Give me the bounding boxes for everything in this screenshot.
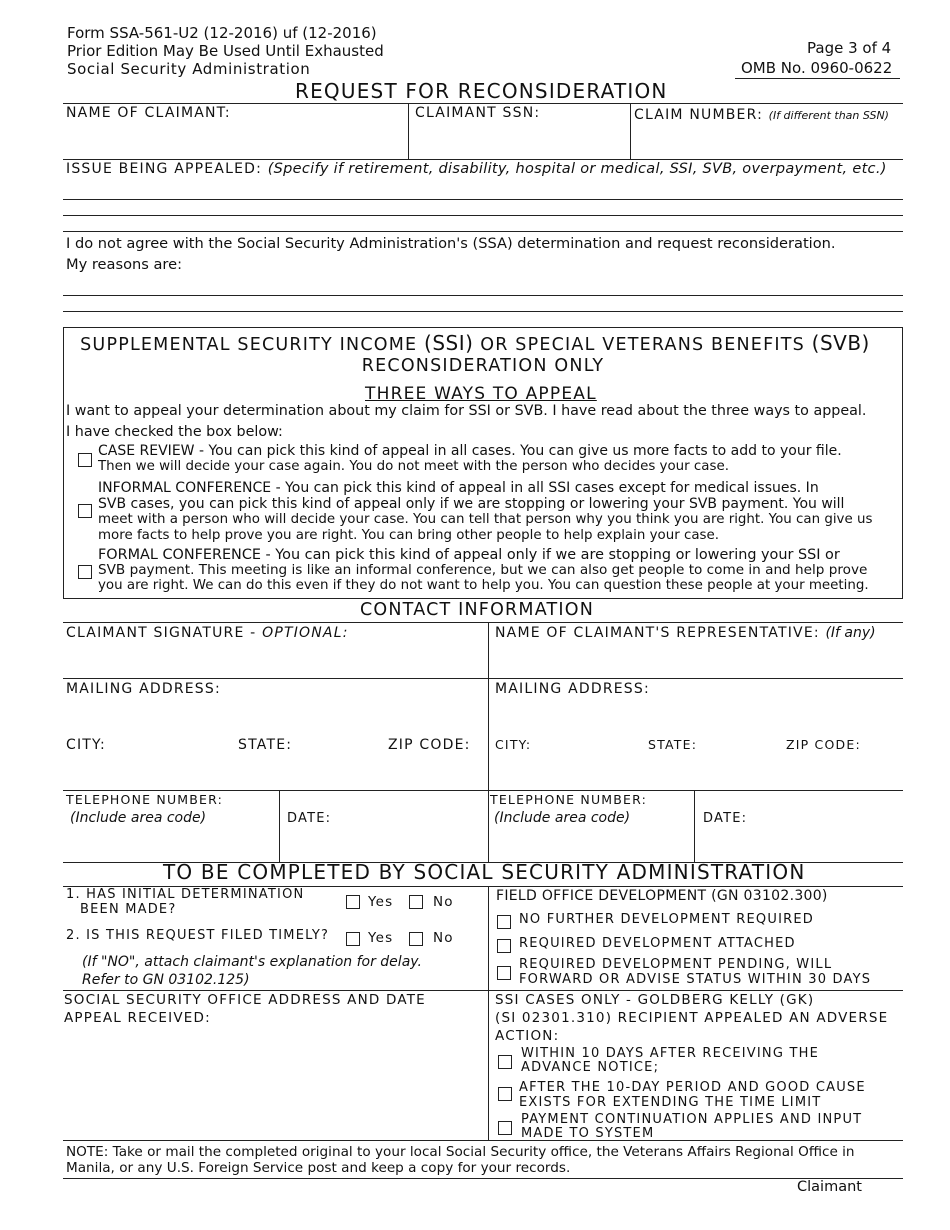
three-ways-heading: THREE WAYS TO APPEAL (365, 384, 597, 404)
claimant-signature-field[interactable] (66, 642, 484, 676)
reasons-line-1[interactable] (63, 295, 903, 296)
signature-label: CLAIMANT SIGNATURE - OPTIONAL: (66, 625, 349, 641)
rep-date-field[interactable] (748, 808, 900, 858)
rep-telephone-label: TELEPHONE NUMBER: (490, 792, 648, 807)
reasons-line-2[interactable] (63, 311, 903, 312)
gk-within-10-days-label: WITHIN 10 DAYS AFTER RECEIVING THE ADVANCE NOTICE; (521, 1046, 819, 1075)
claim-number-field[interactable] (634, 123, 900, 157)
rep-area-code-note: (Include area code) (494, 810, 631, 826)
gk-good-cause-checkbox[interactable] (498, 1087, 512, 1101)
claimant-name-label: NAME OF CLAIMANT: (66, 105, 231, 121)
rep-city-label: CITY: (495, 737, 532, 752)
claimant-telephone-field[interactable] (66, 830, 276, 860)
initial-determination-no-label: No (433, 894, 454, 910)
filed-timely-yes-label: Yes (368, 930, 394, 946)
claimant-date-field[interactable] (330, 808, 484, 858)
development-attached-checkbox[interactable] (497, 939, 511, 953)
issue-line-2[interactable] (63, 215, 903, 216)
reasons-label: My reasons are: (66, 256, 183, 273)
issue-label: ISSUE BEING APPEALED: (Specify if retirement, disability, hospital or medical, SSI, SVB, overpayment, etc.) (66, 161, 887, 177)
date-label: DATE: (287, 811, 332, 826)
gk-payment-continuation-label: PAYMENT CONTINUATION APPLIES AND INPUT MADE TO SYSTEM (521, 1112, 863, 1141)
office-address-label: SOCIAL SECURITY OFFICE ADDRESS AND DATE APPEAL RECEIVED: (64, 992, 426, 1026)
initial-determination-question: 1. HAS INITIAL DETERMINATION BEEN MADE? (66, 887, 305, 917)
gk-good-cause-label: AFTER THE 10-DAY PERIOD AND GOOD CAUSE EXISTS FOR EXTENDING THE TIME LIMIT (519, 1080, 866, 1110)
case-review-checkbox[interactable] (78, 453, 92, 467)
formal-conference-text: FORMAL CONFERENCE - You can pick this kind of appeal only if we are stopping or lowering your SSI or SVB payment. This meeting is like an informal conference, but we can also get people to come in and help prove you are right. We can do this even if they do not want to help you. You can question these people at your meeting. (98, 547, 869, 593)
no-further-development-checkbox[interactable] (497, 915, 511, 929)
copy-label: Claimant (797, 1179, 862, 1195)
disagree-statement: I do not agree with the Social Security Administration's (SSA) determination and request reconsideration. (66, 235, 836, 252)
contact-heading: CONTACT INFORMATION (360, 600, 595, 620)
page-title: REQUEST FOR RECONSIDERATION (295, 79, 668, 103)
initial-determination-yes-checkbox[interactable] (346, 895, 360, 909)
page-number: Page 3 of 4 (807, 39, 892, 57)
filed-timely-no-label: No (433, 930, 454, 946)
omb-number: OMB No. 0960-0622 (741, 59, 893, 77)
ssi-svb-heading-line2: RECONSIDERATION ONLY (361, 356, 605, 376)
claimant-mailing-address-field[interactable] (66, 698, 484, 732)
development-attached-label: REQUIRED DEVELOPMENT ATTACHED (519, 936, 796, 951)
area-code-note: (Include area code) (70, 810, 207, 826)
issue-line-1[interactable] (63, 199, 903, 200)
claimant-ssn-label: CLAIMANT SSN: (415, 105, 541, 121)
gk-payment-continuation-checkbox[interactable] (498, 1121, 512, 1135)
claimant-ssn-field[interactable] (412, 121, 626, 157)
mailing-address-label: MAILING ADDRESS: (66, 681, 221, 697)
city-label: CITY: (66, 737, 106, 753)
rep-state-label: STATE: (648, 737, 698, 752)
goldberg-kelly-heading: SSI CASES ONLY - GOLDBERG KELLY (GK) (SI 02301.310) RECIPIENT APPEALED AN ADVERSE ACTION: (495, 992, 889, 1044)
form-id: Form SSA-561-U2 (12-2016) uf (12-2016) (67, 24, 377, 42)
rep-mailing-address-label: MAILING ADDRESS: (495, 681, 650, 697)
claim-number-label: CLAIM NUMBER: (If different than SSN) (634, 107, 889, 123)
rep-date-label: DATE: (703, 811, 748, 826)
office-address-field[interactable] (66, 1030, 484, 1136)
no-further-development-label: NO FURTHER DEVELOPMENT REQUIRED (519, 912, 814, 927)
development-pending-checkbox[interactable] (497, 966, 511, 980)
gk-within-10-days-checkbox[interactable] (498, 1055, 512, 1069)
development-pending-label: REQUIRED DEVELOPMENT PENDING, WILL FORWARD OR ADVISE STATUS WITHIN 30 DAYS (519, 957, 872, 987)
mailing-note: NOTE: Take or mail the completed original to your local Social Security office, the Veterans Affairs Regional Office in Manila, or any U.S. Foreign Service post and keep a copy for your records. (66, 1144, 855, 1176)
agency-name: Social Security Administration (67, 60, 311, 78)
ssi-svb-heading: SUPPLEMENTAL SECURITY INCOME (SSI) OR SPECIAL VETERANS BENEFITS (SVB) (80, 331, 870, 355)
state-label: STATE: (238, 737, 293, 753)
informal-conference-checkbox[interactable] (78, 504, 92, 518)
ssa-section-heading: TO BE COMPLETED BY SOCIAL SECURITY ADMINISTRATION (163, 860, 806, 884)
field-office-heading: FIELD OFFICE DEVELOPMENT (GN 03102.300) (496, 888, 828, 904)
formal-conference-checkbox[interactable] (78, 565, 92, 579)
delay-note: (If "NO", attach claimant's explanation for delay. Refer to GN 03102.125) (82, 954, 422, 988)
informal-conference-text: INFORMAL CONFERENCE - You can pick this kind of appeal in all SSI cases except for medical issues. In SVB cases, you can pick this kind of appeal only if we are stopping or lowering your SVB payment. You will meet with a person who will decide your case. You can tell that person why you think you are right. You can give us more facts to help prove you are right. You can bring other people to help explain your case. (98, 480, 873, 543)
rep-mailing-address-field[interactable] (495, 698, 900, 732)
initial-determination-yes-label: Yes (368, 894, 394, 910)
initial-determination-no-checkbox[interactable] (409, 895, 423, 909)
ssi-intro: I want to appeal your determination about my claim for SSI or SVB. I have read about the three ways to appeal. (66, 403, 867, 419)
filed-timely-yes-checkbox[interactable] (346, 932, 360, 946)
prior-edition-note: Prior Edition May Be Used Until Exhausted (67, 42, 384, 60)
header-rule (735, 78, 900, 79)
telephone-label: TELEPHONE NUMBER: (66, 792, 224, 807)
representative-name-field[interactable] (495, 642, 900, 676)
filed-timely-no-checkbox[interactable] (409, 932, 423, 946)
representative-label: NAME OF CLAIMANT'S REPRESENTATIVE: (If any) (495, 625, 876, 641)
case-review-text: CASE REVIEW - You can pick this kind of appeal in all cases. You can give us more facts to add to your file. Then we will decide your case again. You do not meet with the person who decides your case. (98, 443, 842, 474)
rep-telephone-field[interactable] (494, 830, 690, 860)
rep-city-state-zip-field[interactable] (495, 754, 900, 788)
ssi-intro-2: I have checked the box below: (66, 424, 283, 440)
claimant-city-state-zip-field[interactable] (66, 754, 484, 788)
zip-label: ZIP CODE: (388, 737, 471, 753)
claimant-name-field[interactable] (66, 121, 404, 157)
rep-zip-label: ZIP CODE: (786, 737, 861, 752)
filed-timely-question: 2. IS THIS REQUEST FILED TIMELY? (66, 928, 330, 943)
